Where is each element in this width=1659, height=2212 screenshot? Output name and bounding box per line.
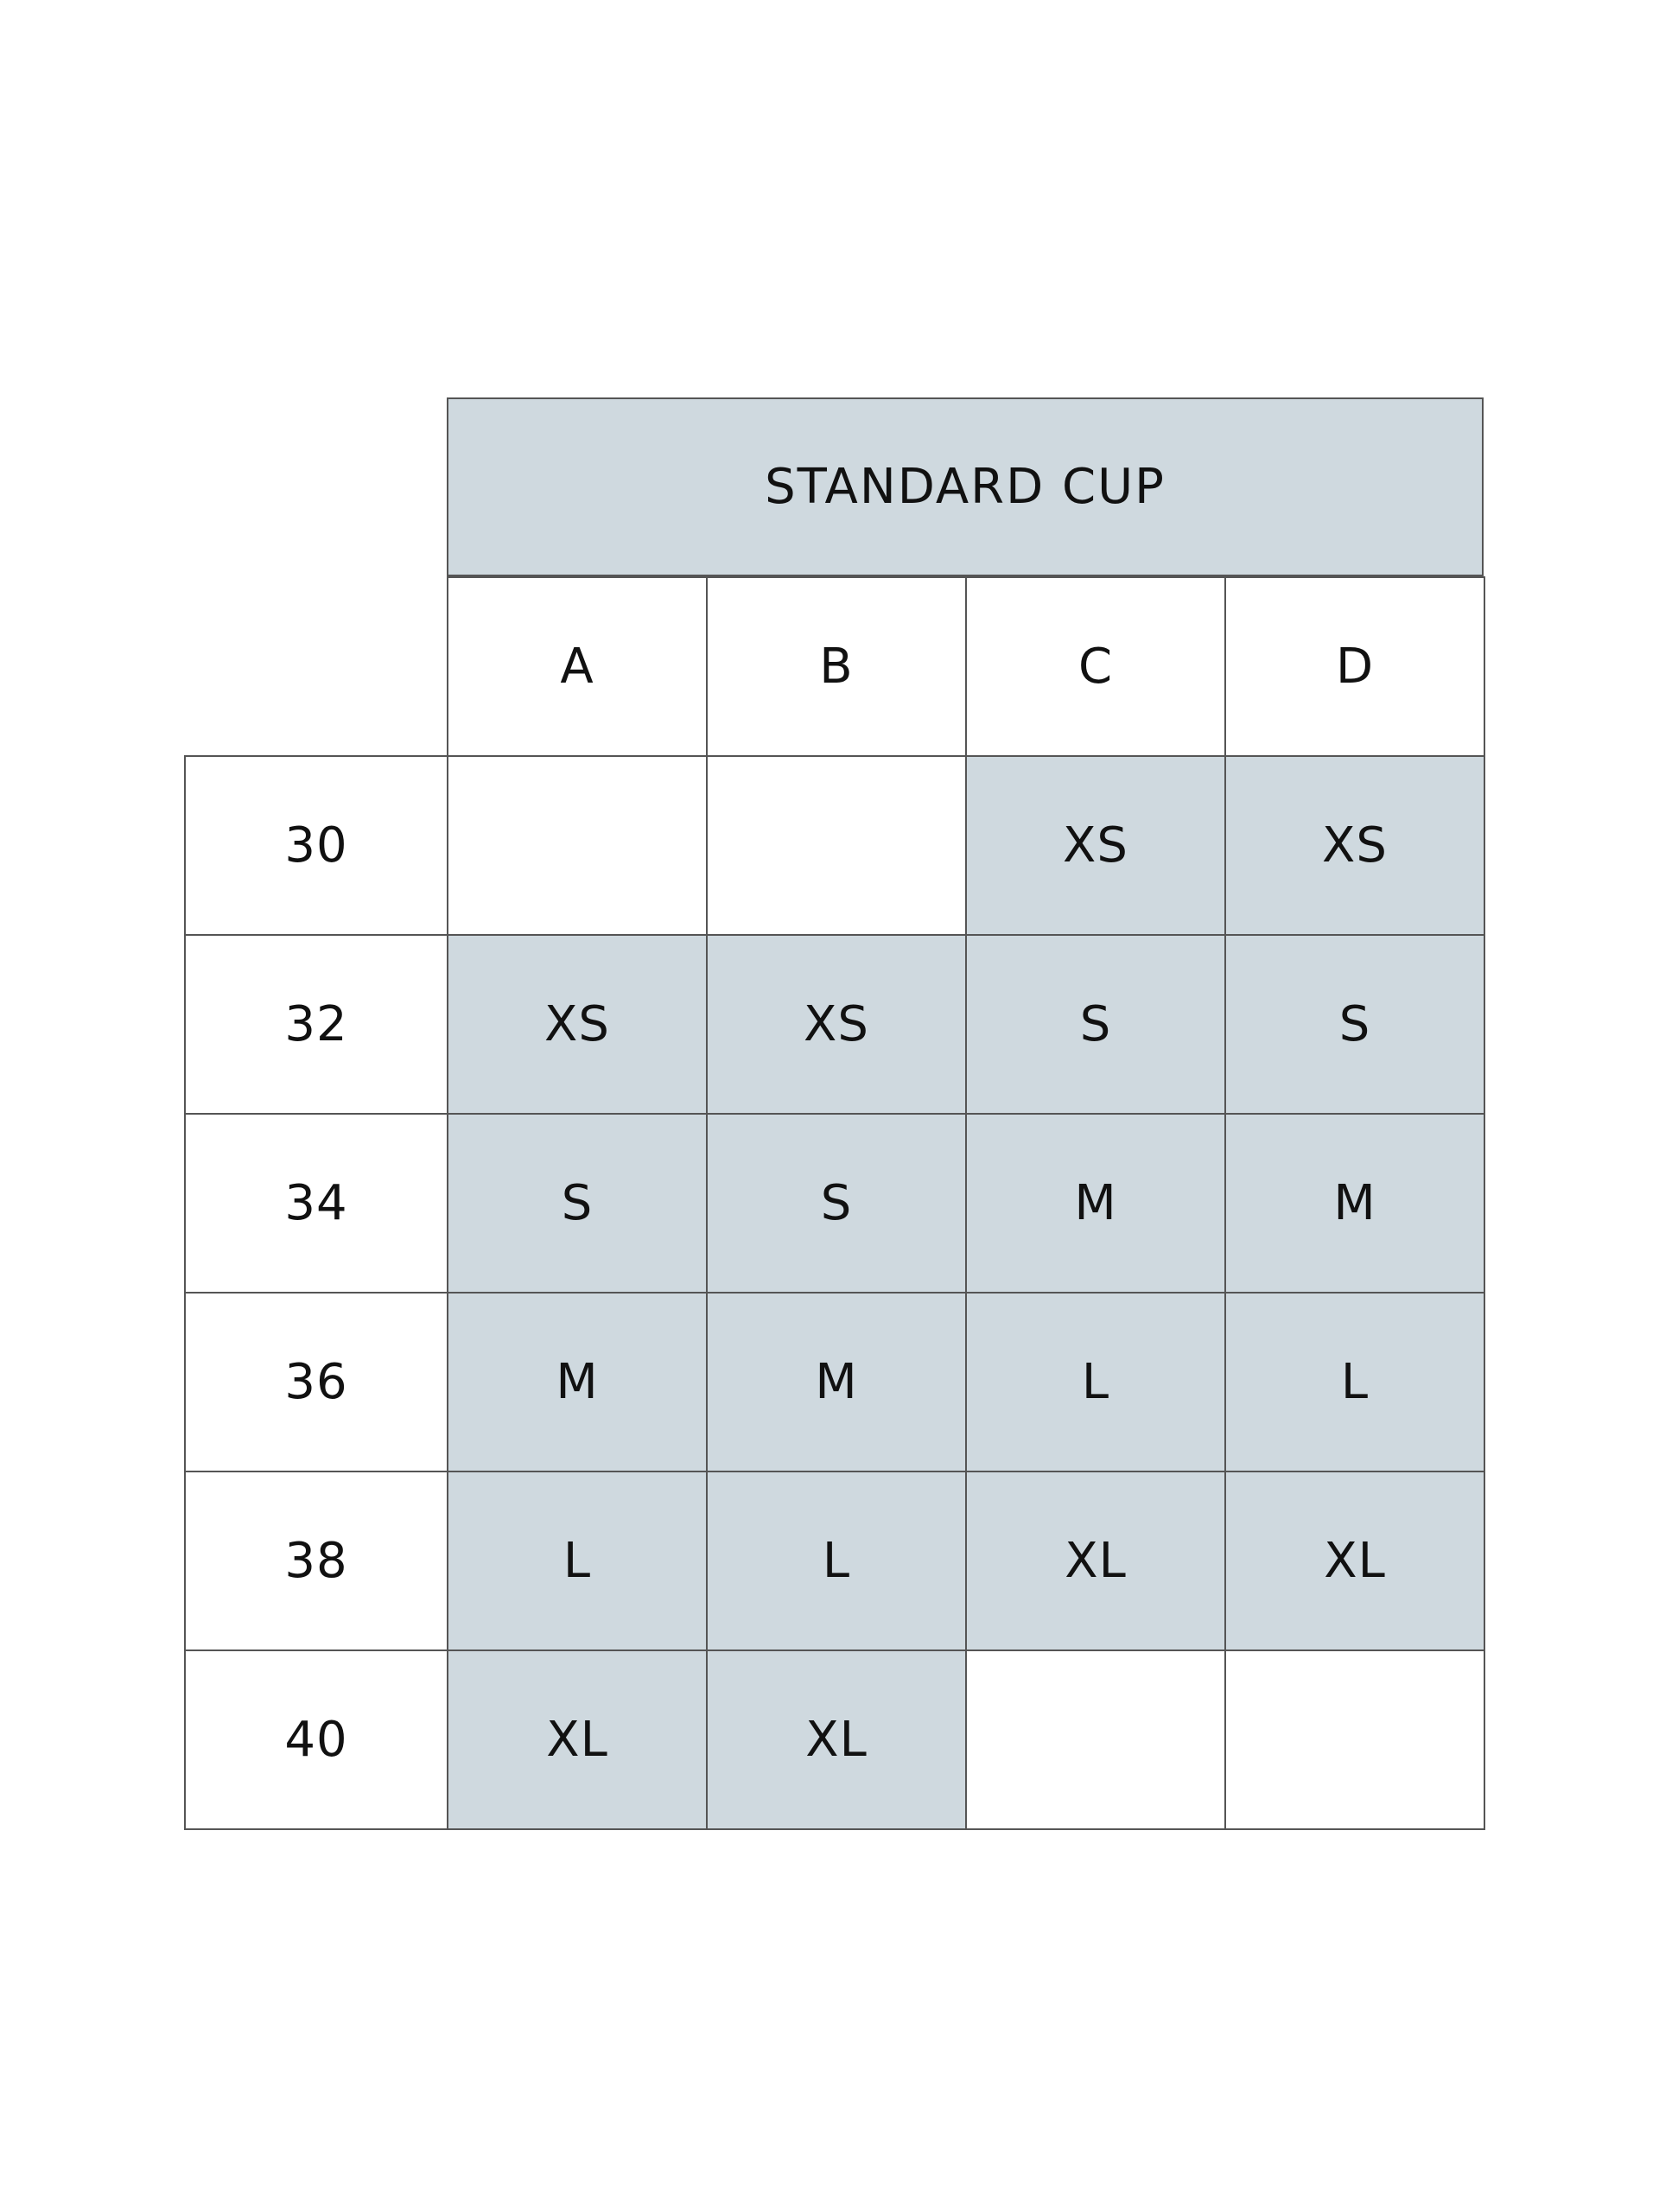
band-size-cell: 32: [184, 934, 448, 1115]
size-cell: XL: [706, 1649, 967, 1830]
size-cell: S: [1224, 934, 1485, 1115]
table-title: STANDARD CUP: [447, 397, 1484, 576]
size-cell: M: [1224, 1113, 1485, 1294]
size-cell: [447, 755, 708, 936]
band-size-cell: 30: [184, 755, 448, 936]
size-cell: M: [706, 1292, 967, 1472]
size-cell: XS: [1224, 755, 1485, 936]
size-cell: [706, 755, 967, 936]
band-size-cell: 40: [184, 1649, 448, 1830]
size-cell: L: [965, 1292, 1226, 1472]
size-cell: S: [706, 1113, 967, 1294]
size-cell: [965, 1649, 1226, 1830]
size-cell: XL: [965, 1471, 1226, 1651]
size-cell: [1224, 1649, 1485, 1830]
size-cell: XS: [447, 934, 708, 1115]
band-size-cell: 34: [184, 1113, 448, 1294]
band-size-cell: 38: [184, 1471, 448, 1651]
size-cell: L: [706, 1471, 967, 1651]
size-cell: S: [965, 934, 1226, 1115]
size-cell: L: [447, 1471, 708, 1651]
size-cell: M: [965, 1113, 1226, 1294]
cup-header-d: D: [1224, 576, 1485, 757]
size-cell: S: [447, 1113, 708, 1294]
cup-header-c: C: [965, 576, 1226, 757]
cup-header-a: A: [447, 576, 708, 757]
size-cell: M: [447, 1292, 708, 1472]
band-size-cell: 36: [184, 1292, 448, 1472]
cup-header-b: B: [706, 576, 967, 757]
size-cell: XL: [447, 1649, 708, 1830]
size-cell: XS: [965, 755, 1226, 936]
size-cell: XL: [1224, 1471, 1485, 1651]
size-cell: XS: [706, 934, 967, 1115]
size-cell: L: [1224, 1292, 1485, 1472]
